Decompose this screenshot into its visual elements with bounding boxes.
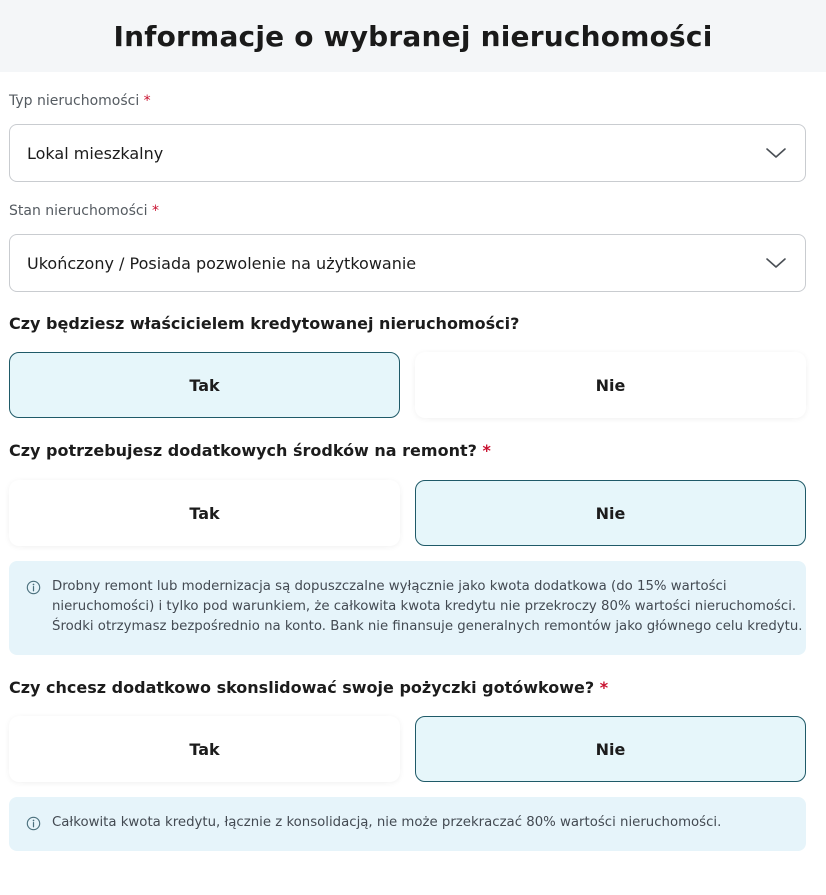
owner-no-option[interactable]: Nie [415, 352, 806, 418]
page-header [0, 0, 826, 72]
renovation-yes-option[interactable]: Tak [9, 480, 400, 546]
info-text-line: Środki otrzymasz bezpośrednio na konto. Bank nie finansuje generalnych remontów jako głównego celu kredytu. [52, 619, 803, 634]
consolidation-info-box [9, 797, 806, 851]
property-type-value: Lokal mieszkalny [27, 143, 164, 163]
property-state-select[interactable] [9, 234, 806, 292]
consolidation-question: Czy chcesz dodatkowo skonslidować swoje pożyczki gotówkowe? * [9, 678, 609, 697]
chevron-down-icon [765, 147, 787, 159]
info-text-line: nieruchomości) i tylko pod warunkiem, że całkowita kwota kredytu nie przekroczy 80% wartości nieruchomości. [52, 599, 797, 614]
required-mark: * [599, 678, 609, 697]
property-state-value: Ukończony / Posiada pozwolenie na użytkowanie [27, 253, 417, 273]
consolidation-yes-option[interactable]: Tak [9, 716, 400, 782]
required-mark: * [151, 203, 159, 219]
renovation-info-box [9, 561, 806, 655]
page-title: Informacje o wybranej nieruchomości [113, 19, 713, 53]
required-mark: * [143, 93, 151, 109]
owner-question: Czy będziesz właścicielem kredytowanej nieruchomości? [9, 314, 520, 333]
consolidation-no-option[interactable]: Nie [415, 716, 806, 782]
chevron-down-icon [765, 257, 787, 269]
info-text-line: Całkowita kwota kredytu, łącznie z konsolidacją, nie może przekraczać 80% wartości nieruchomości. [52, 815, 722, 830]
renovation-no-option[interactable]: Nie [415, 480, 806, 546]
required-mark: * [482, 441, 491, 460]
property-type-select[interactable] [9, 124, 806, 182]
info-circle-icon [26, 580, 41, 595]
info-circle-icon [26, 816, 41, 831]
owner-yes-option[interactable]: Tak [9, 352, 400, 418]
info-text-line: Drobny remont lub modernizacja są dopuszczalne wyłącznie jako kwota dodatkowa (do 15% wartości [52, 579, 727, 594]
renovation-question: Czy potrzebujesz dodatkowych środków na remont? * [9, 441, 491, 460]
property-type-label: Typ nieruchomości * [9, 93, 151, 109]
property-state-label: Stan nieruchomości * [9, 203, 159, 219]
